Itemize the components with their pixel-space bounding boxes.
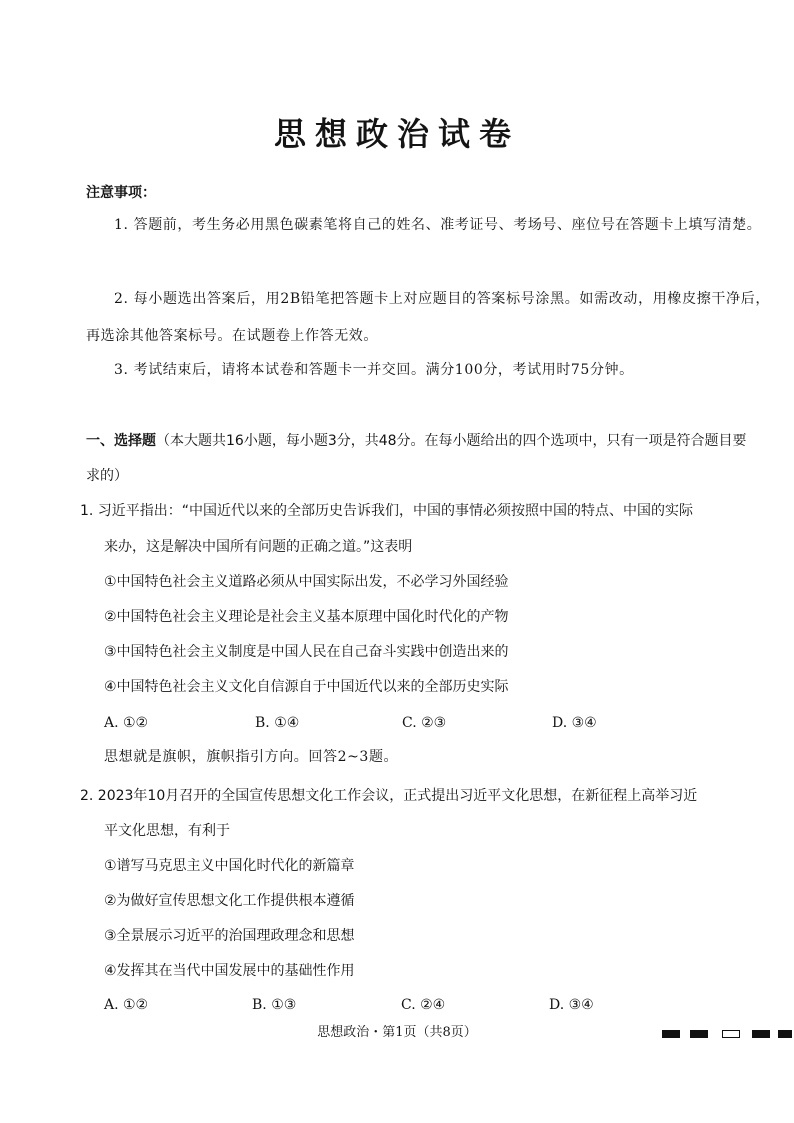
stimulus-text: 思想就是旗帜，旗帜指引方向。回答2~3题。 [104,749,399,765]
scanner-mark [690,1030,708,1038]
notice-heading: 注意事项： [86,185,156,201]
question-2-statement-4: ④发挥其在当代中国发展中的基础性作用 [104,963,355,979]
question-1-statement-3: ③中国特色社会主义制度是中国人民在自己奋斗实践中创造出来的 [104,644,509,660]
question-2-option-a: A. ①② [104,997,149,1013]
question-2-option-c: C. ②④ [401,997,446,1013]
question-2-option-b: B. ①③ [252,997,297,1013]
scanner-mark-hollow [722,1030,740,1038]
question-1-option-d: D. ③④ [552,715,597,731]
question-2-stem-line1: 2. 2023年10月召开的全国宣传思想文化工作会议，正式提出习近平文化思想，在新征程上高举习近 [80,788,698,804]
question-1-stem-line2: 来办，这是解决中国所有问题的正确之道。”这表明 [104,539,413,555]
question-2-statement-1: ①谱写马克思主义中国化时代化的新篇章 [104,858,355,874]
question-1-option-b: B. ①④ [255,715,300,731]
question-1-option-c: C. ②③ [402,715,447,731]
question-2-statement-3: ③全景展示习近平的治国理政理念和思想 [104,928,355,944]
question-2-stem-line2: 平文化思想，有利于 [104,823,230,839]
page-title: 思想政治试卷 [273,115,520,153]
notice-item-3: 3. 考试结束后，请将本试卷和答题卡一并交回。满分100分，考试用时75分钟。 [114,362,634,378]
section-description: （本大题共16小题，每小题3分，共48分。在每小题给出的四个选项中，只有一项是符合题目要求的） [86,433,747,484]
question-1-stem-line1: 1. 习近平指出：“中国近代以来的全部历史告诉我们，中国的事情必须按照中国的特点、中国的实际 [80,503,694,519]
scanner-marks [658,1030,794,1040]
question-2-statement-2: ②为做好宣传思想文化工作提供根本遵循 [104,893,355,909]
question-2-option-d: D. ③④ [549,997,594,1013]
page-footer: 思想政治・第1页（共8页） [317,1025,477,1040]
scanner-mark [778,1030,792,1038]
question-1-statement-1: ①中国特色社会主义道路必须从中国实际出发，不必学习外国经验 [104,574,509,590]
scanner-mark [752,1030,770,1038]
notice-item-2: 2. 每小题选出答案后，用2B铅笔把答题卡上对应题目的答案标号涂黑。如需改动，用橡皮擦干净后，再选涂其他答案标号。在试题卷上作答无效。 [86,291,770,344]
question-1-statement-2: ②中国特色社会主义理论是社会主义基本原理中国化时代化的产物 [104,609,509,625]
notice-item-1: 1. 答题前，考生务必用黑色碳素笔将自己的姓名、准考证号、考场号、座位号在答题卡上填写清楚。 [114,217,762,233]
section-heading [86,424,758,494]
question-1-statement-4: ④中国特色社会主义文化自信源自于中国近代以来的全部历史实际 [104,679,509,695]
scanner-mark [662,1030,680,1038]
section-title: 一、选择题 [86,433,156,449]
question-1-option-a: A. ①② [104,715,149,731]
